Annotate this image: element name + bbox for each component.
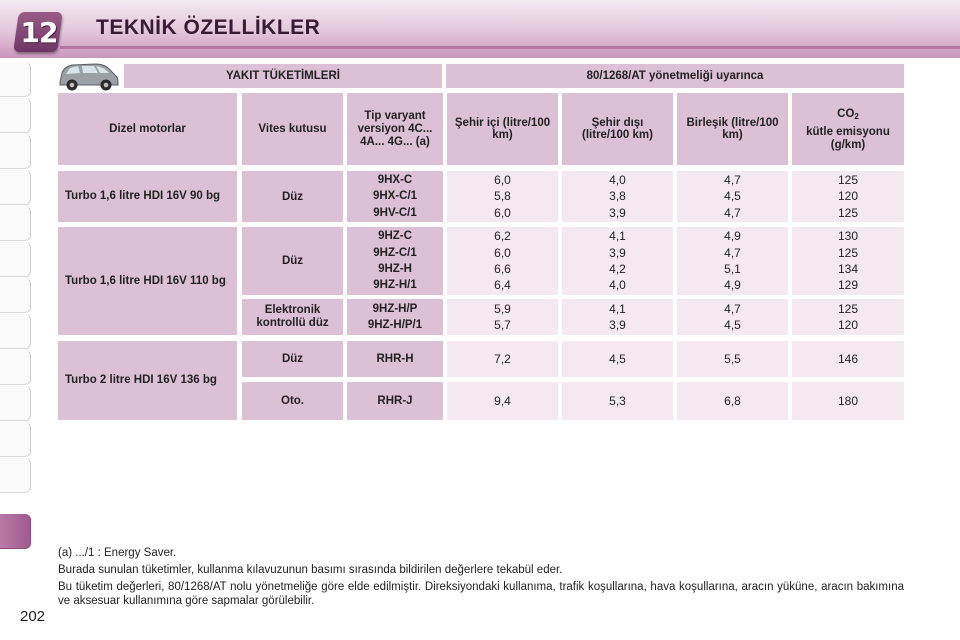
variant-cell: 9HZ-H/P 9HZ-H/P/1 — [347, 299, 443, 335]
co2-cell: 180 — [792, 382, 904, 420]
chapter-tab[interactable] — [0, 206, 31, 241]
extra-urban-cell: 4,1 3,9 — [562, 299, 673, 335]
chapter-tab-active[interactable] — [0, 514, 31, 549]
gearbox-cell: Düz — [242, 171, 343, 222]
chapter-tab[interactable] — [0, 98, 31, 133]
urban-cell: 7,2 — [447, 341, 558, 377]
variant-cell: RHR-H — [347, 341, 443, 377]
chapter-number: 12 — [20, 16, 58, 49]
col-header-urban: Şehir içi (litre/100 km) — [447, 93, 558, 165]
chapter-tab[interactable] — [0, 278, 31, 313]
col-header-variant: Tip varyant versiyon 4C... 4A... 4G... (a) — [347, 93, 443, 165]
urban-cell: 9,4 — [447, 382, 558, 420]
co2-label-suffix: kütle emisyonu (g/km) — [806, 125, 890, 151]
footnote-a: (a) .../1 : Energy Saver. — [58, 547, 177, 559]
chapter-tab-strip — [0, 62, 36, 582]
extra-urban-cell: 4,5 — [562, 341, 673, 377]
footnote-regulation: Bu tüketim değerleri, 80/1268/AT nolu yönetmeliğe göre elde edilmiştir. Direksiyondaki kullanıma, trafik koşullarına, hava koşullarına, aracın yüküne, aracın bakımına ve aksesuar kullanımına göre sapmalar görülebilir. — [58, 581, 904, 607]
gearbox-cell: Oto. — [242, 382, 343, 420]
chapter-tab[interactable] — [0, 458, 31, 493]
page-title: TEKNİK ÖZELLİKLER — [96, 16, 321, 39]
urban-cell: 6,2 6,0 6,6 6,4 — [447, 227, 558, 295]
co2-cell: 125 120 125 — [792, 171, 904, 222]
chapter-tab[interactable] — [0, 386, 31, 421]
combined-cell: 4,9 4,7 5,1 4,9 — [677, 227, 788, 295]
col-header-combined: Birleşik (litre/100 km) — [677, 93, 788, 165]
combined-cell: 4,7 4,5 — [677, 299, 788, 335]
col-header-engine: Dizel motorlar — [58, 93, 237, 165]
co2-cell: 146 — [792, 341, 904, 377]
co2-cell: 125 120 — [792, 299, 904, 335]
page-number: 202 — [20, 608, 46, 625]
header-divider — [60, 46, 960, 49]
co2-cell: 130 125 134 129 — [792, 227, 904, 295]
col-header-gearbox: Vites kutusu — [242, 93, 343, 165]
co2-label: $CO_2$ — [837, 108, 859, 122]
table-title-right: 80/1268/AT yönetmeliği uyarınca — [446, 64, 904, 88]
engine-cell: Turbo 1,6 litre HDI 16V 110 bg — [58, 227, 237, 335]
table-title-left: YAKIT TÜKETİMLERİ — [124, 64, 442, 88]
gearbox-cell: Düz — [242, 227, 343, 295]
urban-cell: 5,9 5,7 — [447, 299, 558, 335]
footnote-consumption: Burada sunulan tüketimler, kullanma kılavuzunun basımı sırasında bildirilen değerlere tekabül eder. — [58, 564, 563, 576]
chapter-tab[interactable] — [0, 242, 31, 277]
chapter-tab[interactable] — [0, 314, 31, 349]
gearbox-cell: Elektronik kontrollü düz — [242, 299, 343, 335]
chapter-tab[interactable] — [0, 170, 31, 205]
urban-cell: 6,0 5,8 6,0 — [447, 171, 558, 222]
variant-cell: 9HX-C 9HX-C/1 9HV-C/1 — [347, 171, 443, 222]
combined-cell: 6,8 — [677, 382, 788, 420]
car-icon — [56, 58, 120, 92]
gearbox-cell: Düz — [242, 341, 343, 377]
chapter-tab[interactable] — [0, 422, 31, 457]
extra-urban-cell: 5,3 — [562, 382, 673, 420]
engine-cell: Turbo 1,6 litre HDI 16V 90 bg — [58, 171, 237, 222]
chapter-tab[interactable] — [0, 62, 31, 97]
variant-cell: RHR-J — [347, 382, 443, 420]
combined-cell: 5,5 — [677, 341, 788, 377]
footnotes — [58, 546, 904, 611]
variant-cell: 9HZ-C 9HZ-C/1 9HZ-H 9HZ-H/1 — [347, 227, 443, 295]
chapter-tab[interactable] — [0, 350, 31, 385]
extra-urban-cell: 4,0 3,8 3,9 — [562, 171, 673, 222]
engine-cell: Turbo 2 litre HDI 16V 136 bg — [58, 341, 237, 420]
extra-urban-cell: 4,1 3,9 4,2 4,0 — [562, 227, 673, 295]
chapter-tab[interactable] — [0, 134, 31, 169]
col-header-extra-urban: Şehir dışı (litre/100 km) — [562, 93, 673, 165]
combined-cell: 4,7 4,5 4,7 — [677, 171, 788, 222]
col-header-co2 — [792, 93, 904, 165]
